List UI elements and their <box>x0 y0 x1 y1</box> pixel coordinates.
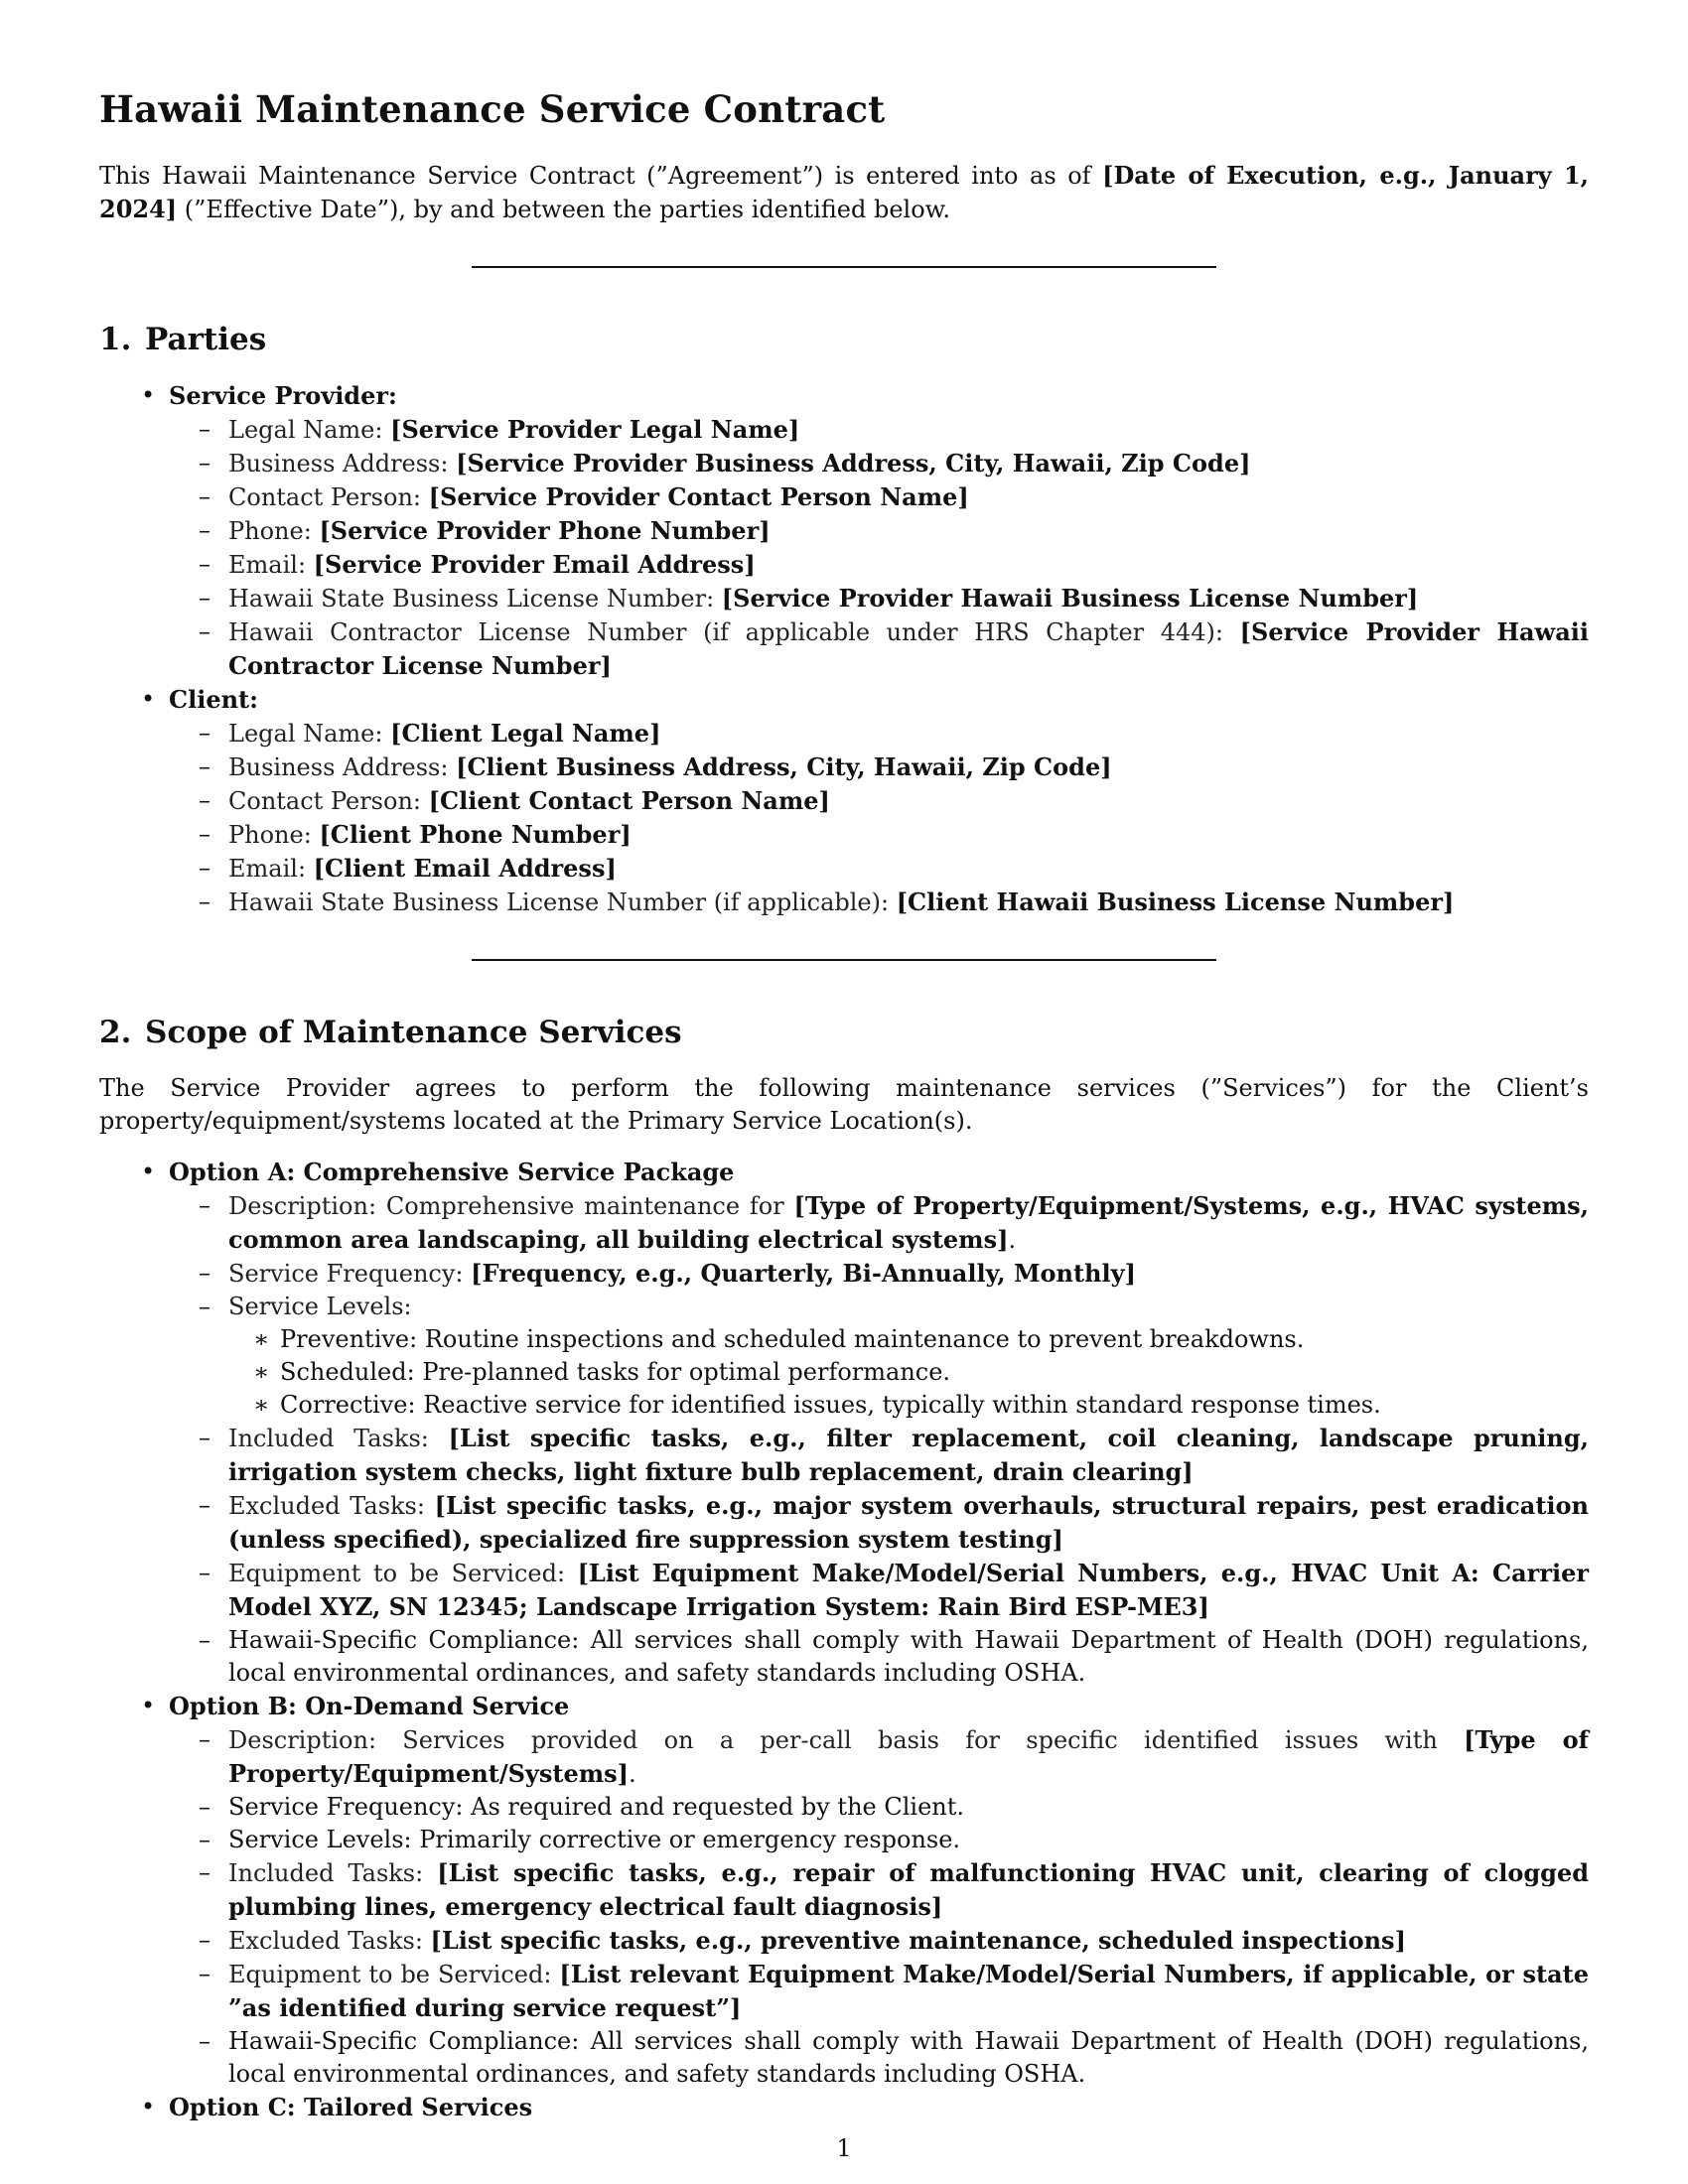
service-level-item: ∗ Corrective: Reactive service for identified issues, typically within standard response times. <box>280 1389 1589 1422</box>
document-title: Hawaii Maintenance Service Contract <box>99 87 886 131</box>
list-item: – Service Levels: Primarily corrective or emergency response. <box>228 1824 1589 1856</box>
service-level-item: ∗ Scheduled: Pre-planned tasks for optimal performance. <box>280 1356 1589 1389</box>
intro-text-b: (”Effective Date”), by and between the parties identified below. <box>177 196 950 223</box>
section-heading-scope: 2. Scope of Maintenance Services <box>99 1015 682 1050</box>
list-item: – Hawaii-Specific Compliance: All services shall comply with Hawaii Department of Health (DOH) regulations, local environmental ordinances, and safety standards including OSHA. <box>228 1624 1589 1690</box>
service-level-item: ∗ Preventive: Routine inspections and scheduled maintenance to prevent breakdowns. <box>280 1323 1589 1356</box>
list-item: – Phone: [Service Provider Phone Number] <box>228 514 1589 548</box>
option-c <box>169 2091 1589 2124</box>
effective-date-placeholder: [Date of Execution, e.g., January 1, 2024] <box>99 161 1589 223</box>
list-item: – Hawaii State Business License Number (if applicable): [Client Hawaii Business License Number] <box>228 886 1589 919</box>
list-item: – Email: [Client Email Address] <box>228 852 1589 886</box>
list-item: – Service Frequency: [Frequency, e.g., Quarterly, Bi-Annually, Monthly] <box>228 1257 1589 1291</box>
page-number: 1 <box>836 2134 852 2162</box>
intro-paragraph <box>99 159 1589 226</box>
list-item: – Hawaii State Business License Number: [Service Provider Hawaii Business License Number] <box>228 582 1589 615</box>
list-item: – Legal Name: [Service Provider Legal Name] <box>228 413 1589 447</box>
option-heading: Option B: On-Demand Service <box>169 1692 570 1720</box>
list-item: – Included Tasks: [List specific tasks, e.g., filter replacement, coil cleaning, landscape pruning, irrigation system checks, light fixture bulb replacement, drain clearing] <box>228 1422 1589 1489</box>
service-options-list <box>99 1156 1589 2124</box>
list-item: – Email: [Service Provider Email Address] <box>228 548 1589 582</box>
parties-list <box>99 379 1589 919</box>
list-item: – Contact Person: [Client Contact Person Name] <box>228 784 1589 818</box>
list-item: – Equipment to be Serviced: [List relevant Equipment Make/Model/Serial Numbers, if applicable, or state ”as identified during service request”] <box>228 1958 1589 2025</box>
party-heading: Service Provider: <box>169 381 397 410</box>
list-item: – Hawaii-Specific Compliance: All services shall comply with Hawaii Department of Health (DOH) regulations, local environmental ordinances, and safety standards including OSHA. <box>228 2025 1589 2091</box>
list-item: – Service Frequency: As required and requested by the Client. <box>228 1791 1589 1824</box>
section-heading-parties: 1. Parties <box>99 322 267 357</box>
document-page <box>99 87 1589 2124</box>
option-b <box>169 1690 1589 2091</box>
list-item: – Legal Name: [Client Legal Name] <box>228 717 1589 751</box>
list-item: – Description: Services provided on a per-call basis for specific identified issues with [Type of Property/Equipment/Systems]. <box>228 1723 1589 1791</box>
party-service-provider <box>169 379 1589 683</box>
list-item: – Service Levels: ∗ Preventive: Routine inspections and scheduled maintenance to prevent breakdowns. ∗ Scheduled: Pre-planned tasks for optimal performance. ∗ Corrective: Reactive service for identified issues, typically within standard response times. <box>228 1291 1589 1422</box>
option-heading: Option C: Tailored Services <box>169 2093 533 2121</box>
section-divider <box>472 266 1216 268</box>
option-a <box>169 1156 1589 1690</box>
list-item: – Description: Comprehensive maintenance for [Type of Property/Equipment/Systems, e.g., HVAC systems, common area landscaping, all building electrical systems]. <box>228 1189 1589 1257</box>
list-item: – Equipment to be Serviced: [List Equipment Make/Model/Serial Numbers, e.g., HVAC Unit A: Carrier Model XYZ, SN 12345; Landscape Irrigation System: Rain Bird ESP-ME3] <box>228 1557 1589 1624</box>
scope-intro-paragraph: The Service Provider agrees to perform the following maintenance services (”Services”) for the Client’s property/equipment/systems located at the Primary Service Location(s). <box>99 1074 1589 1135</box>
list-item: – Contact Person: [Service Provider Contact Person Name] <box>228 480 1589 514</box>
option-heading: Option A: Comprehensive Service Package <box>169 1158 735 1186</box>
intro-text-a: This Hawaii Maintenance Service Contract (”Agreement”) is entered into as of <box>99 162 1103 190</box>
list-item: – Business Address: [Client Business Address, City, Hawaii, Zip Code] <box>228 751 1589 784</box>
list-item: – Business Address: [Service Provider Business Address, City, Hawaii, Zip Code] <box>228 447 1589 480</box>
list-item: – Hawaii Contractor License Number (if applicable under HRS Chapter 444): [Service Provider Hawaii Contractor License Number] <box>228 615 1589 683</box>
party-heading: Client: <box>169 685 258 714</box>
list-item: – Included Tasks: [List specific tasks, e.g., repair of malfunctioning HVAC unit, clearing of clogged plumbing lines, emergency electrical fault diagnosis] <box>228 1856 1589 1924</box>
list-item: – Excluded Tasks: [List specific tasks, e.g., major system overhauls, structural repairs, pest eradication (unless specified), specialized fire suppression system testing] <box>228 1489 1589 1557</box>
list-item: – Excluded Tasks: [List specific tasks, e.g., preventive maintenance, scheduled inspections] <box>228 1924 1589 1958</box>
list-item: – Phone: [Client Phone Number] <box>228 818 1589 852</box>
party-client <box>169 683 1589 919</box>
section-divider <box>472 959 1216 961</box>
